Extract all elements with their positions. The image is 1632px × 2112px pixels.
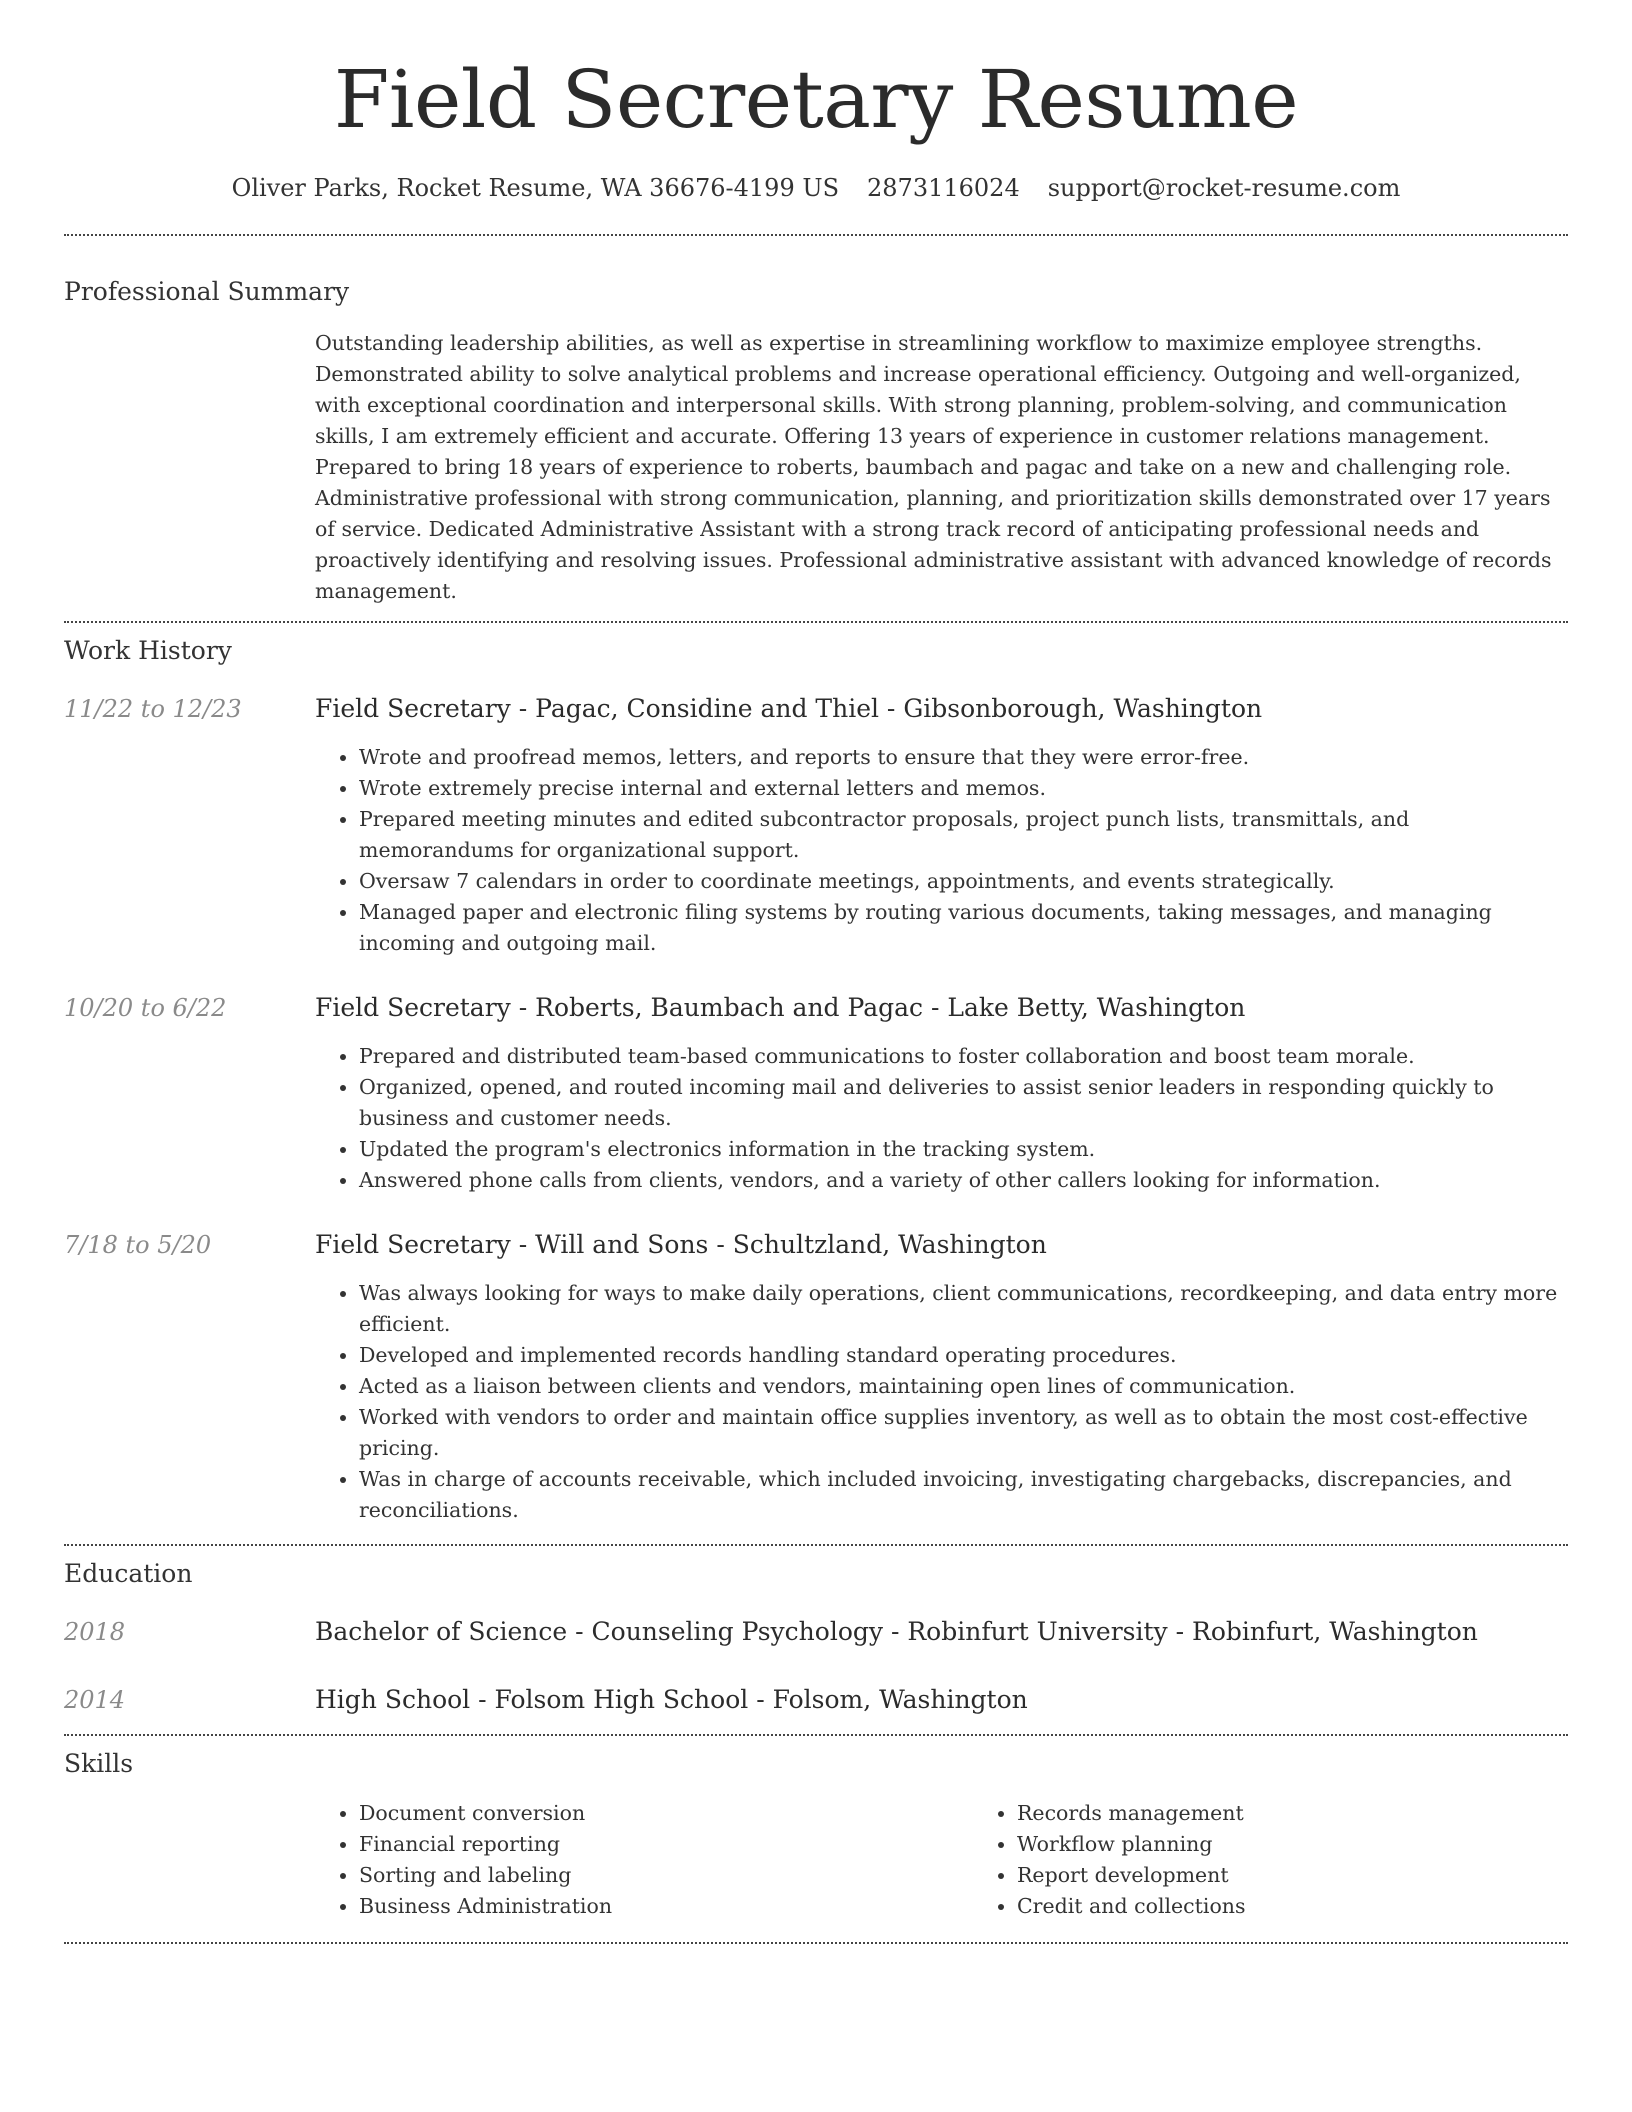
job-title: Field Secretary - Will and Sons - Schultzland, Washington — [315, 1230, 1047, 1259]
work-history-heading: Work History — [64, 636, 232, 665]
education-year: 2014 — [64, 1686, 126, 1714]
skill-item: • Records management — [1017, 1798, 1631, 1829]
job-dates: 10/20 to 6/22 — [64, 994, 227, 1022]
section-divider — [64, 621, 1568, 623]
skill-item: • Workflow planning — [1017, 1829, 1631, 1860]
list-item: • Prepared and distributed team-based communications to foster collaboration and boost team morale. — [359, 1041, 1568, 1072]
education-item — [64, 1616, 1568, 1648]
job-entry — [64, 992, 1568, 1196]
section-divider — [64, 1942, 1568, 1944]
list-item: • Updated the program's electronics information in the tracking system. — [359, 1134, 1568, 1165]
page-title: Field Secretary Resume — [333, 53, 1299, 146]
job-bullets — [315, 1278, 1568, 1526]
education-item — [64, 1684, 1568, 1716]
list-item: • Organized, opened, and routed incoming mail and deliveries to assist senior leaders in responding quickly to business and customer needs. — [359, 1072, 1568, 1134]
list-item: • Worked with vendors to order and maintain office supplies inventory, as well as to obtain the most cost-effective pricing. — [359, 1402, 1568, 1464]
list-item: • Was always looking for ways to make daily operations, client communications, recordkeeping, and data entry more efficient. — [359, 1278, 1568, 1340]
summary-heading: Professional Summary — [64, 277, 350, 306]
skill-item: • Business Administration — [359, 1891, 973, 1922]
skill-item: • Report development — [1017, 1860, 1631, 1891]
skills-list-right — [973, 1798, 1631, 1922]
job-dates: 11/22 to 12/23 — [64, 695, 242, 723]
job-bullets — [315, 1041, 1568, 1196]
contact-email: support@rocket-resume.com — [1047, 174, 1401, 202]
job-entry — [64, 693, 1568, 959]
list-item: • Wrote extremely precise internal and external letters and memos. — [359, 773, 1568, 804]
skills-list-left — [315, 1798, 973, 1922]
summary-section — [64, 276, 1568, 607]
skill-item: • Sorting and labeling — [359, 1860, 973, 1891]
skills-section — [64, 1748, 1568, 1922]
job-bullets — [315, 742, 1568, 959]
resume-header — [64, 0, 1568, 204]
contact-line — [64, 172, 1568, 204]
job-entry — [64, 1229, 1568, 1526]
list-item: • Answered phone calls from clients, vendors, and a variety of other callers looking for information. — [359, 1165, 1568, 1196]
list-item: • Prepared meeting minutes and edited subcontractor proposals, project punch lists, transmittals, and memorandums for organizational support. — [359, 804, 1568, 866]
job-dates: 7/18 to 5/20 — [64, 1231, 212, 1259]
education-section — [64, 1558, 1568, 1716]
skill-item: • Document conversion — [359, 1798, 973, 1829]
list-item: • Wrote and proofread memos, letters, and reports to ensure that they were error-free. — [359, 742, 1568, 773]
education-degree: Bachelor of Science - Counseling Psychology - Robinfurt University - Robinfurt, Washington — [315, 1617, 1478, 1646]
list-item: • Developed and implemented records handling standard operating procedures. — [359, 1340, 1568, 1371]
education-year: 2018 — [64, 1618, 126, 1646]
list-item: • Managed paper and electronic filing systems by routing various documents, taking messages, and managing incoming and outgoing mail. — [359, 897, 1568, 959]
skill-item: • Financial reporting — [359, 1829, 973, 1860]
section-divider — [64, 1734, 1568, 1736]
list-item: • Was in charge of accounts receivable, which included invoicing, investigating chargebacks, discrepancies, and reconciliations. — [359, 1464, 1568, 1526]
skill-item: • Credit and collections — [1017, 1891, 1631, 1922]
contact-phone: 2873116024 — [867, 174, 1020, 202]
skills-heading: Skills — [64, 1749, 134, 1778]
education-heading: Education — [64, 1559, 193, 1588]
section-divider — [64, 234, 1568, 236]
job-title: Field Secretary - Pagac, Considine and Thiel - Gibsonborough, Washington — [315, 694, 1263, 723]
section-divider — [64, 1544, 1568, 1546]
job-title: Field Secretary - Roberts, Baumbach and Pagac - Lake Betty, Washington — [315, 993, 1246, 1022]
list-item: • Acted as a liaison between clients and vendors, maintaining open lines of communication. — [359, 1371, 1568, 1402]
work-history-section — [64, 635, 1568, 1526]
education-degree: High School - Folsom High School - Folsom, Washington — [315, 1685, 1028, 1714]
contact-address: Oliver Parks, Rocket Resume, WA 36676-4199 US — [231, 174, 840, 202]
summary-text: Outstanding leadership abilities, as well as expertise in streamlining workflow to maximize employee strengths. Demonstrated ability to solve analytical problems and increase operational efficiency. Outgoing and well-organized, with exceptional coordination and interpersonal skills. With strong planning, problem-solving, and communication skills, I am extremely efficient and accurate. Offering 13 years of experience in customer relations management. Prepared to bring 18 years of experience to roberts, baumbach and pagac and take on a new and challenging role. Administrative professional with strong communication, planning, and prioritization skills demonstrated over 17 years of service. Dedicated Administrative Assistant with a strong track record of anticipating professional needs and proactively identifying and resolving issues. Professional administrative assistant with advanced knowledge of records management. — [315, 331, 1552, 603]
list-item: • Oversaw 7 calendars in order to coordinate meetings, appointments, and events strategically. — [359, 866, 1568, 897]
